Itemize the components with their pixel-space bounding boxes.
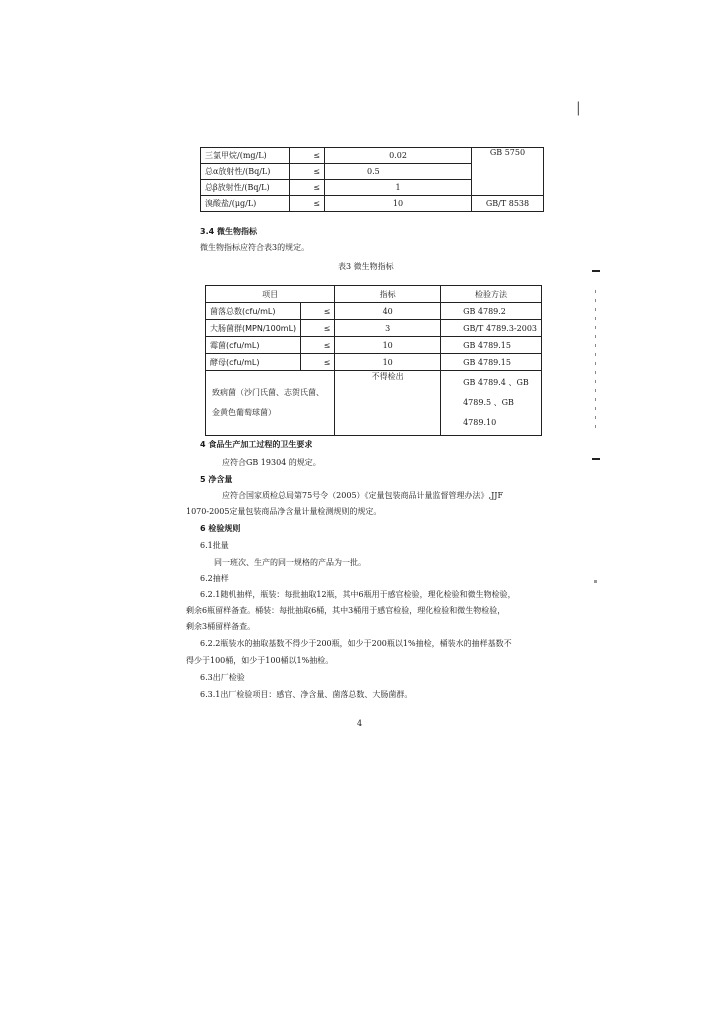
operator-cell: ≤ — [290, 164, 325, 180]
subsection-heading: 6.3出厂检验 — [200, 673, 245, 682]
table-header-row — [206, 286, 542, 303]
method-cell: GB 4789.4 、GB 4789.5 、GB 4789.10 — [441, 371, 542, 436]
paragraph: 同一班次、生产的同一规格的产品为一批。 — [214, 558, 366, 567]
paragraph: 微生物指标应符合表3的规定。 — [200, 243, 310, 252]
item-cell: 菌落总数(cfu/mL) — [206, 303, 301, 320]
operator-cell: ≤ — [301, 337, 335, 354]
item-cell: 三氯甲烷/(mg/L) — [201, 148, 290, 164]
value-cell: 0.02 — [325, 148, 472, 164]
paragraph: 应符合国家质检总局第75号令（2005）《定量包装商品计量监督管理办法》,JJF — [222, 491, 504, 500]
table-row — [206, 371, 542, 436]
value-cell: 10 — [335, 337, 441, 354]
paragraph: 剩余3桶留样备查。 — [186, 622, 256, 631]
section-heading: 6 检验规则 — [200, 524, 241, 533]
section-heading: 3.4 微生物指标 — [200, 227, 257, 236]
item-cell: 致病菌（沙门氏菌、志贺氏菌、金黄色葡萄球菌） — [206, 371, 335, 436]
paragraph: 应符合GB 19304 的规定。 — [222, 458, 321, 467]
scan-margin-marks — [592, 270, 600, 460]
microbial-indicator-table — [205, 285, 542, 436]
item-cell: 溴酸盐/(μg/L) — [201, 196, 290, 212]
value-cell: 40 — [335, 303, 441, 320]
method-cell: GB 4789.15 — [441, 354, 542, 371]
method-cell: GB 5750 — [472, 148, 544, 196]
operator-cell: ≤ — [290, 196, 325, 212]
paragraph: 得少于100桶，如少于100桶以1%抽检。 — [186, 656, 334, 665]
value-cell: 3 — [335, 320, 441, 337]
operator-cell: ≤ — [290, 180, 325, 196]
table-title: 表3 微生物指标 — [338, 262, 394, 271]
scan-speck — [594, 580, 597, 583]
value-cell: 10 — [325, 196, 472, 212]
item-cell: 总α放射性/(Bq/L) — [201, 164, 290, 180]
paragraph: 6.2.1随机抽样，瓶装：每批抽取12瓶，其中6瓶用于感官检验，理化检验和微生物检验， — [200, 590, 516, 599]
paragraph: 剩余6瓶留样备查。桶装：每批抽取6桶，其中3桶用于感官检验，理化检验和微生物检验， — [186, 606, 506, 615]
value-cell: 10 — [335, 354, 441, 371]
paragraph: 6.2.2瓶装水的抽取基数不得少于200瓶，如少于200瓶以1%抽检，桶装水的抽样基数不 — [200, 639, 512, 648]
subsection-heading: 6.2抽样 — [200, 574, 229, 583]
section-heading: 5 净含量 — [200, 475, 233, 484]
method-cell: GB 4789.2 — [441, 303, 542, 320]
subsection-heading: 6.1批量 — [200, 541, 229, 550]
value-cell: 1 — [325, 180, 472, 196]
operator-cell: ≤ — [301, 303, 335, 320]
header-cell: 指标 — [335, 286, 441, 303]
paragraph: 6.3.1出厂检验项目：感官、净含量、菌落总数、大肠菌群。 — [200, 690, 413, 699]
operator-cell: ≤ — [290, 148, 325, 164]
scan-edge-mark: | — [576, 100, 581, 116]
value-cell: 不得检出 — [335, 371, 441, 436]
item-cell: 大肠菌群(MPN/100mL) — [206, 320, 301, 337]
water-quality-table — [200, 147, 544, 212]
method-cell: GB/T 4789.3-2003 — [441, 320, 542, 337]
header-cell: 检验方法 — [441, 286, 542, 303]
table-row — [206, 320, 542, 337]
operator-cell: ≤ — [301, 354, 335, 371]
table-row — [201, 148, 544, 164]
operator-cell: ≤ — [301, 320, 335, 337]
method-cell: GB 4789.15 — [441, 337, 542, 354]
item-cell: 霉菌(cfu/mL) — [206, 337, 301, 354]
table-row — [206, 354, 542, 371]
item-cell: 总β放射性/(Bq/L) — [201, 180, 290, 196]
value-cell: 0.5 — [325, 164, 472, 180]
section-heading: 4 食品生产加工过程的卫生要求 — [200, 440, 313, 449]
method-cell: GB/T 8538 — [472, 196, 544, 212]
table-row — [206, 303, 542, 320]
paragraph: 1070-2005定量包装商品净含量计量检测规则的规定。 — [186, 507, 382, 516]
page-number: 4 — [357, 719, 363, 728]
table-row — [201, 196, 544, 212]
table-row — [206, 337, 542, 354]
header-cell: 项目 — [206, 286, 335, 303]
item-cell: 酵母(cfu/mL) — [206, 354, 301, 371]
